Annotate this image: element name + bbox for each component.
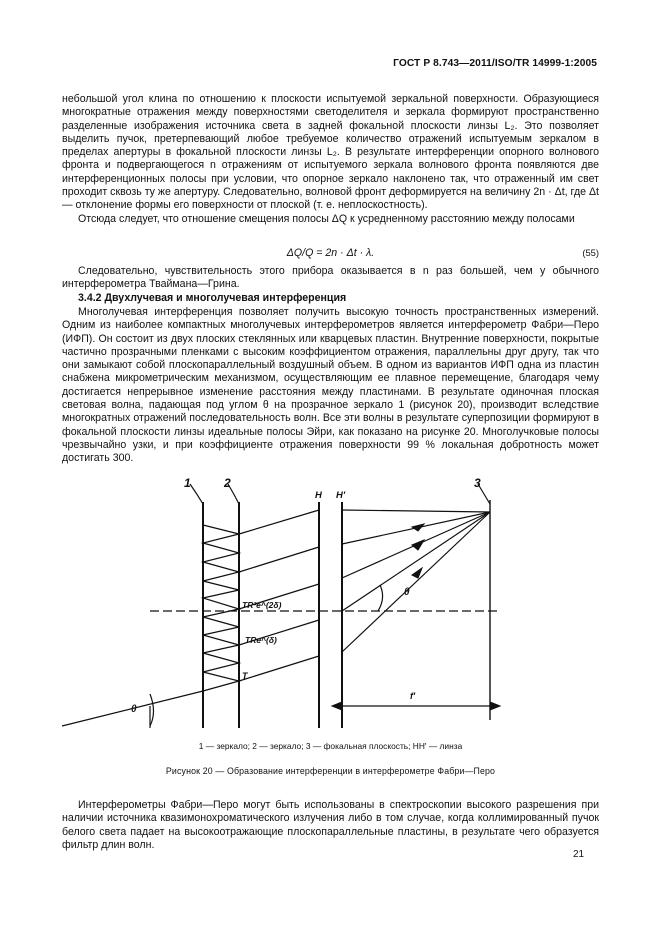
figure-caption: Рисунок 20 — Образование интерференции в интерферометре Фабри—Перо bbox=[165, 766, 496, 776]
figure-label-theta-left: θ bbox=[131, 704, 137, 715]
arrow-head-2 bbox=[412, 540, 424, 550]
paragraph-applications: Интерферометры Фабри—Перо могут быть использованы в спектроскопии высокого разрешения при наличии источника квазимонохроматического излучения либо в том случае, когда коллимированный пучок белого света падает на высокоотражающие плоскопараллельные пластины, в результате чего образуется фильтр длин волн. bbox=[62, 799, 599, 851]
arrow-head-1 bbox=[412, 568, 422, 578]
converging-ray-5 bbox=[342, 510, 490, 512]
paragraph-continuation: небольшой угол клина по отношению к плоскости испытуемой зеркальной поверхности. Образующиеся многократные отражения между поверхностями светоделителя и зеркала формируют пространственно разделенные изображения источника света в задней фокальной плоскости линзы L₂. Это позволяет выделить пучок, претерпевающий любое требуемое количество отражений испытуемым зеркалом в пределах апертуры в фокальной плоскости линзы L₂. В результате интерференции опорного волнового фронта и подвергающегося n отражениям от испытуемого зеркала волнового фронта появляются две интерференционных полосы при условии, что опорное зеркало наклонено так, что отраженный им свет проходит сквозь ту же апертуру. Следовательно, волновой фронт деформируется на величину 2n · Δt, где Δt — отклонение формы его поверхности от плоской (т. е. неплоскостность). bbox=[62, 93, 599, 212]
paragraph-ratio-intro: Отсюда следует, что отношение смещения полосы ΔQ к усредненному расстоянию между полосами bbox=[78, 213, 575, 225]
figure-label-tr: TRe^(δ) bbox=[245, 635, 277, 645]
angle-arc-right bbox=[378, 585, 383, 611]
figure-label-f: f' bbox=[410, 691, 416, 701]
figure-label-theta-right: θ bbox=[404, 587, 410, 598]
dim-arrow-left bbox=[332, 702, 342, 710]
multiple-reflection-zigzag bbox=[203, 525, 239, 691]
arrow-head-3 bbox=[412, 524, 424, 531]
formula-expression: ΔQ/Q = 2n · Δt · λ. bbox=[286, 247, 375, 259]
section-title: 3.4.2 Двухлучевая и многолучевая интерференция bbox=[78, 292, 347, 304]
figure-label-h2: H' bbox=[336, 490, 346, 501]
dim-arrow-right bbox=[490, 702, 500, 710]
transmitted-beam-4 bbox=[239, 547, 319, 572]
formula-number: (55) bbox=[582, 247, 599, 258]
fabry-perot-figure bbox=[0, 470, 661, 740]
figure-label-2: 2 bbox=[224, 476, 231, 490]
converging-ray-1 bbox=[342, 512, 490, 652]
paragraph-sensitivity: Следовательно, чувствительность этого прибора оказывается в n раз большей, чем у обычного интерферометра Тваймана—Грина. bbox=[62, 265, 599, 291]
page-number: 21 bbox=[573, 849, 585, 860]
leader-1 bbox=[190, 484, 203, 504]
figure-legend: 1 — зеркало; 2 — зеркало; 3 — фокальная плоскость; HH' — линза bbox=[198, 741, 463, 751]
transmitted-beam-1 bbox=[239, 656, 319, 681]
paragraph-multibeam: Многолучевая интерференция позволяет получить высокую точность пространственных измерений. Одним из наиболее компактных многолучевых интерферометров является интерферометр Фабри—Перо (ИФП). Он состоит из двух плоских стеклянных или кварцевых пластин. Внутренние поверхности, покрытые частично прозрачными пленками с высоким коэффициентом отражения, параллельны друг другу, так что они замыкают собой плоскопараллельный воздушный объем. В одном из вариантов ИФП одна из пластин снабжена микрометрическим механизмом, осуществляющим ее плавное перемещение, благодаря чему достигается непрерывное изменение расстояния между пластинами. В результате одиночная плоская световая волна, падающая под углом θ на прозрачное зеркало 1 (рисунок 20), производит вследствие многократных отражений последовательность волн. Все эти волны в результате суперпозиции формируют в фокальной плоскости линзы идеальные полосы Эйри, как показано на рисунке 20. Многолучковые полосы чрезвычайно узки, и при коэффициенте отражения поверхности 99 % локальная добротность может достигать 300. bbox=[62, 306, 599, 465]
figure-label-1: 1 bbox=[184, 476, 191, 490]
running-header: ГОСТ Р 8.743—2011/ISO/TR 14999-1:2005 bbox=[393, 58, 597, 69]
figure-label-tr2: TR²e^(2δ) bbox=[242, 600, 282, 610]
figure-label-t: T bbox=[242, 671, 248, 681]
transmitted-beam-5 bbox=[239, 510, 319, 534]
figure-label-3: 3 bbox=[474, 476, 481, 490]
figure-label-h: H bbox=[315, 490, 322, 501]
